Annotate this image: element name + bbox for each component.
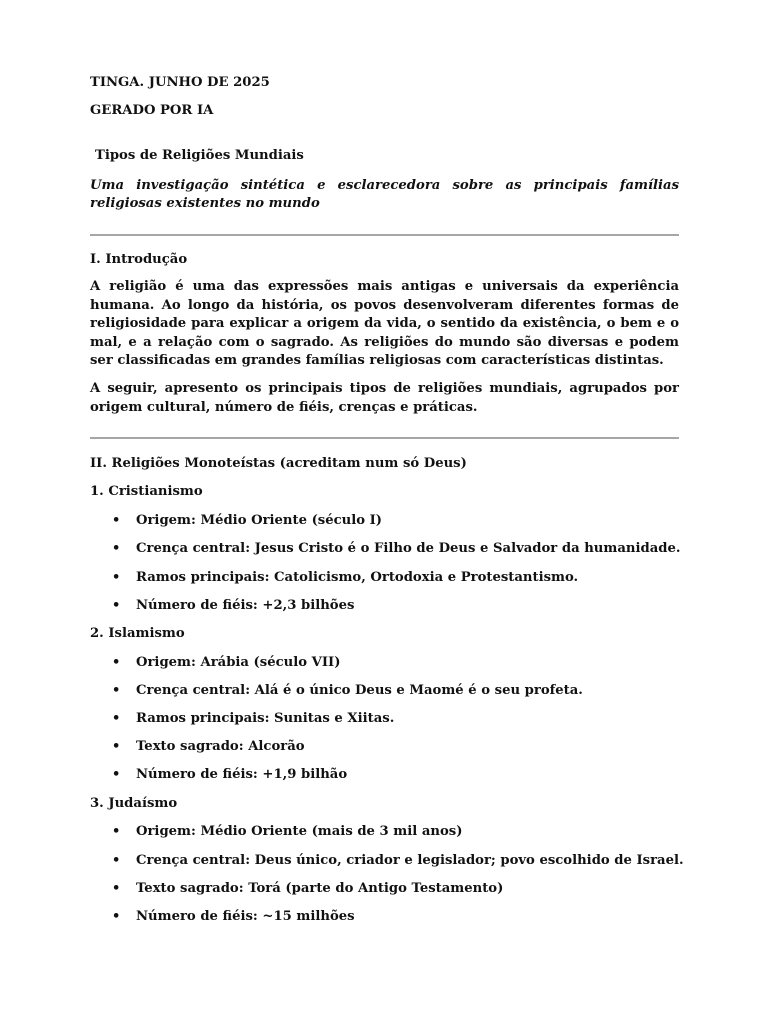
list-item: • Texto sagrado: Alcorão (112, 739, 305, 754)
list-item: • Crença central: Jesus Cristo é o Filho de Deus e Salvador da humanidade. (112, 541, 681, 556)
bullet-icon: • (112, 853, 121, 868)
list-item: • Origem: Médio Oriente (mais de 3 mil anos) (112, 824, 463, 839)
list-item: • Texto sagrado: Torá (parte do Antigo Testamento) (112, 881, 504, 896)
list-item: • Ramos principais: Sunitas e Xiitas. (112, 711, 395, 726)
bullet-icon: • (112, 739, 121, 754)
divider (90, 234, 679, 236)
place-date: TINGA. JUNHO DE 2025 (90, 75, 270, 90)
bullet-icon: • (112, 881, 121, 896)
bullet-icon: • (112, 909, 121, 924)
list-item: • Ramos principais: Catolicismo, Ortodoxia e Protestantismo. (112, 570, 579, 585)
document-title: Tipos de Religiões Mundiais (95, 148, 304, 163)
intro-paragraph: A religião é uma das expressões mais antigas e universais da experiência humana. Ao longo da história, os povos desenvolveram diferentes formas de religiosidade para explicar a origem da vida, o sentido da existência, o bem e o mal, e a relação com o sagrado. As religiões do mundo são diversas e podem ser classificadas em grandes famílias religiosas com características distintas. (90, 279, 679, 369)
bullet-icon: • (112, 767, 121, 782)
bullet-icon: • (112, 824, 121, 839)
section-heading-intro: I. Introdução (90, 252, 188, 267)
religion-heading-christianity: 1. Cristianismo (90, 484, 203, 499)
list-item: • Número de fiéis: ~15 milhões (112, 909, 355, 924)
list-item: • Número de fiéis: +2,3 bilhões (112, 598, 355, 613)
religion-heading-islam: 2. Islamismo (90, 626, 185, 641)
bullet-icon: • (112, 570, 121, 585)
list-item: • Origem: Médio Oriente (século I) (112, 513, 383, 528)
section-heading-monotheist: II. Religiões Monoteístas (acreditam num só Deus) (90, 456, 467, 471)
list-item: • Crença central: Deus único, criador e legislador; povo escolhido de Israel. (112, 853, 684, 868)
generated-by: GERADO POR IA (90, 103, 214, 118)
list-item: • Crença central: Alá é o único Deus e Maomé é o seu profeta. (112, 683, 583, 698)
bullet-icon: • (112, 655, 121, 670)
intro-paragraph: A seguir, apresento os principais tipos de religiões mundiais, agrupados por origem cultural, número de fiéis, crenças e práticas. (90, 381, 679, 415)
document-subtitle: Uma investigação sintética e esclarecedora sobre as principais famílias religiosas existentes no mundo (90, 178, 679, 211)
divider (90, 437, 679, 439)
list-item: • Número de fiéis: +1,9 bilhão (112, 767, 348, 782)
bullet-icon: • (112, 598, 121, 613)
list-item: • Origem: Arábia (século VII) (112, 655, 341, 670)
religion-heading-judaism: 3. Judaísmo (90, 796, 178, 811)
bullet-icon: • (112, 541, 121, 556)
bullet-icon: • (112, 711, 121, 726)
bullet-icon: • (112, 513, 121, 528)
bullet-icon: • (112, 683, 121, 698)
